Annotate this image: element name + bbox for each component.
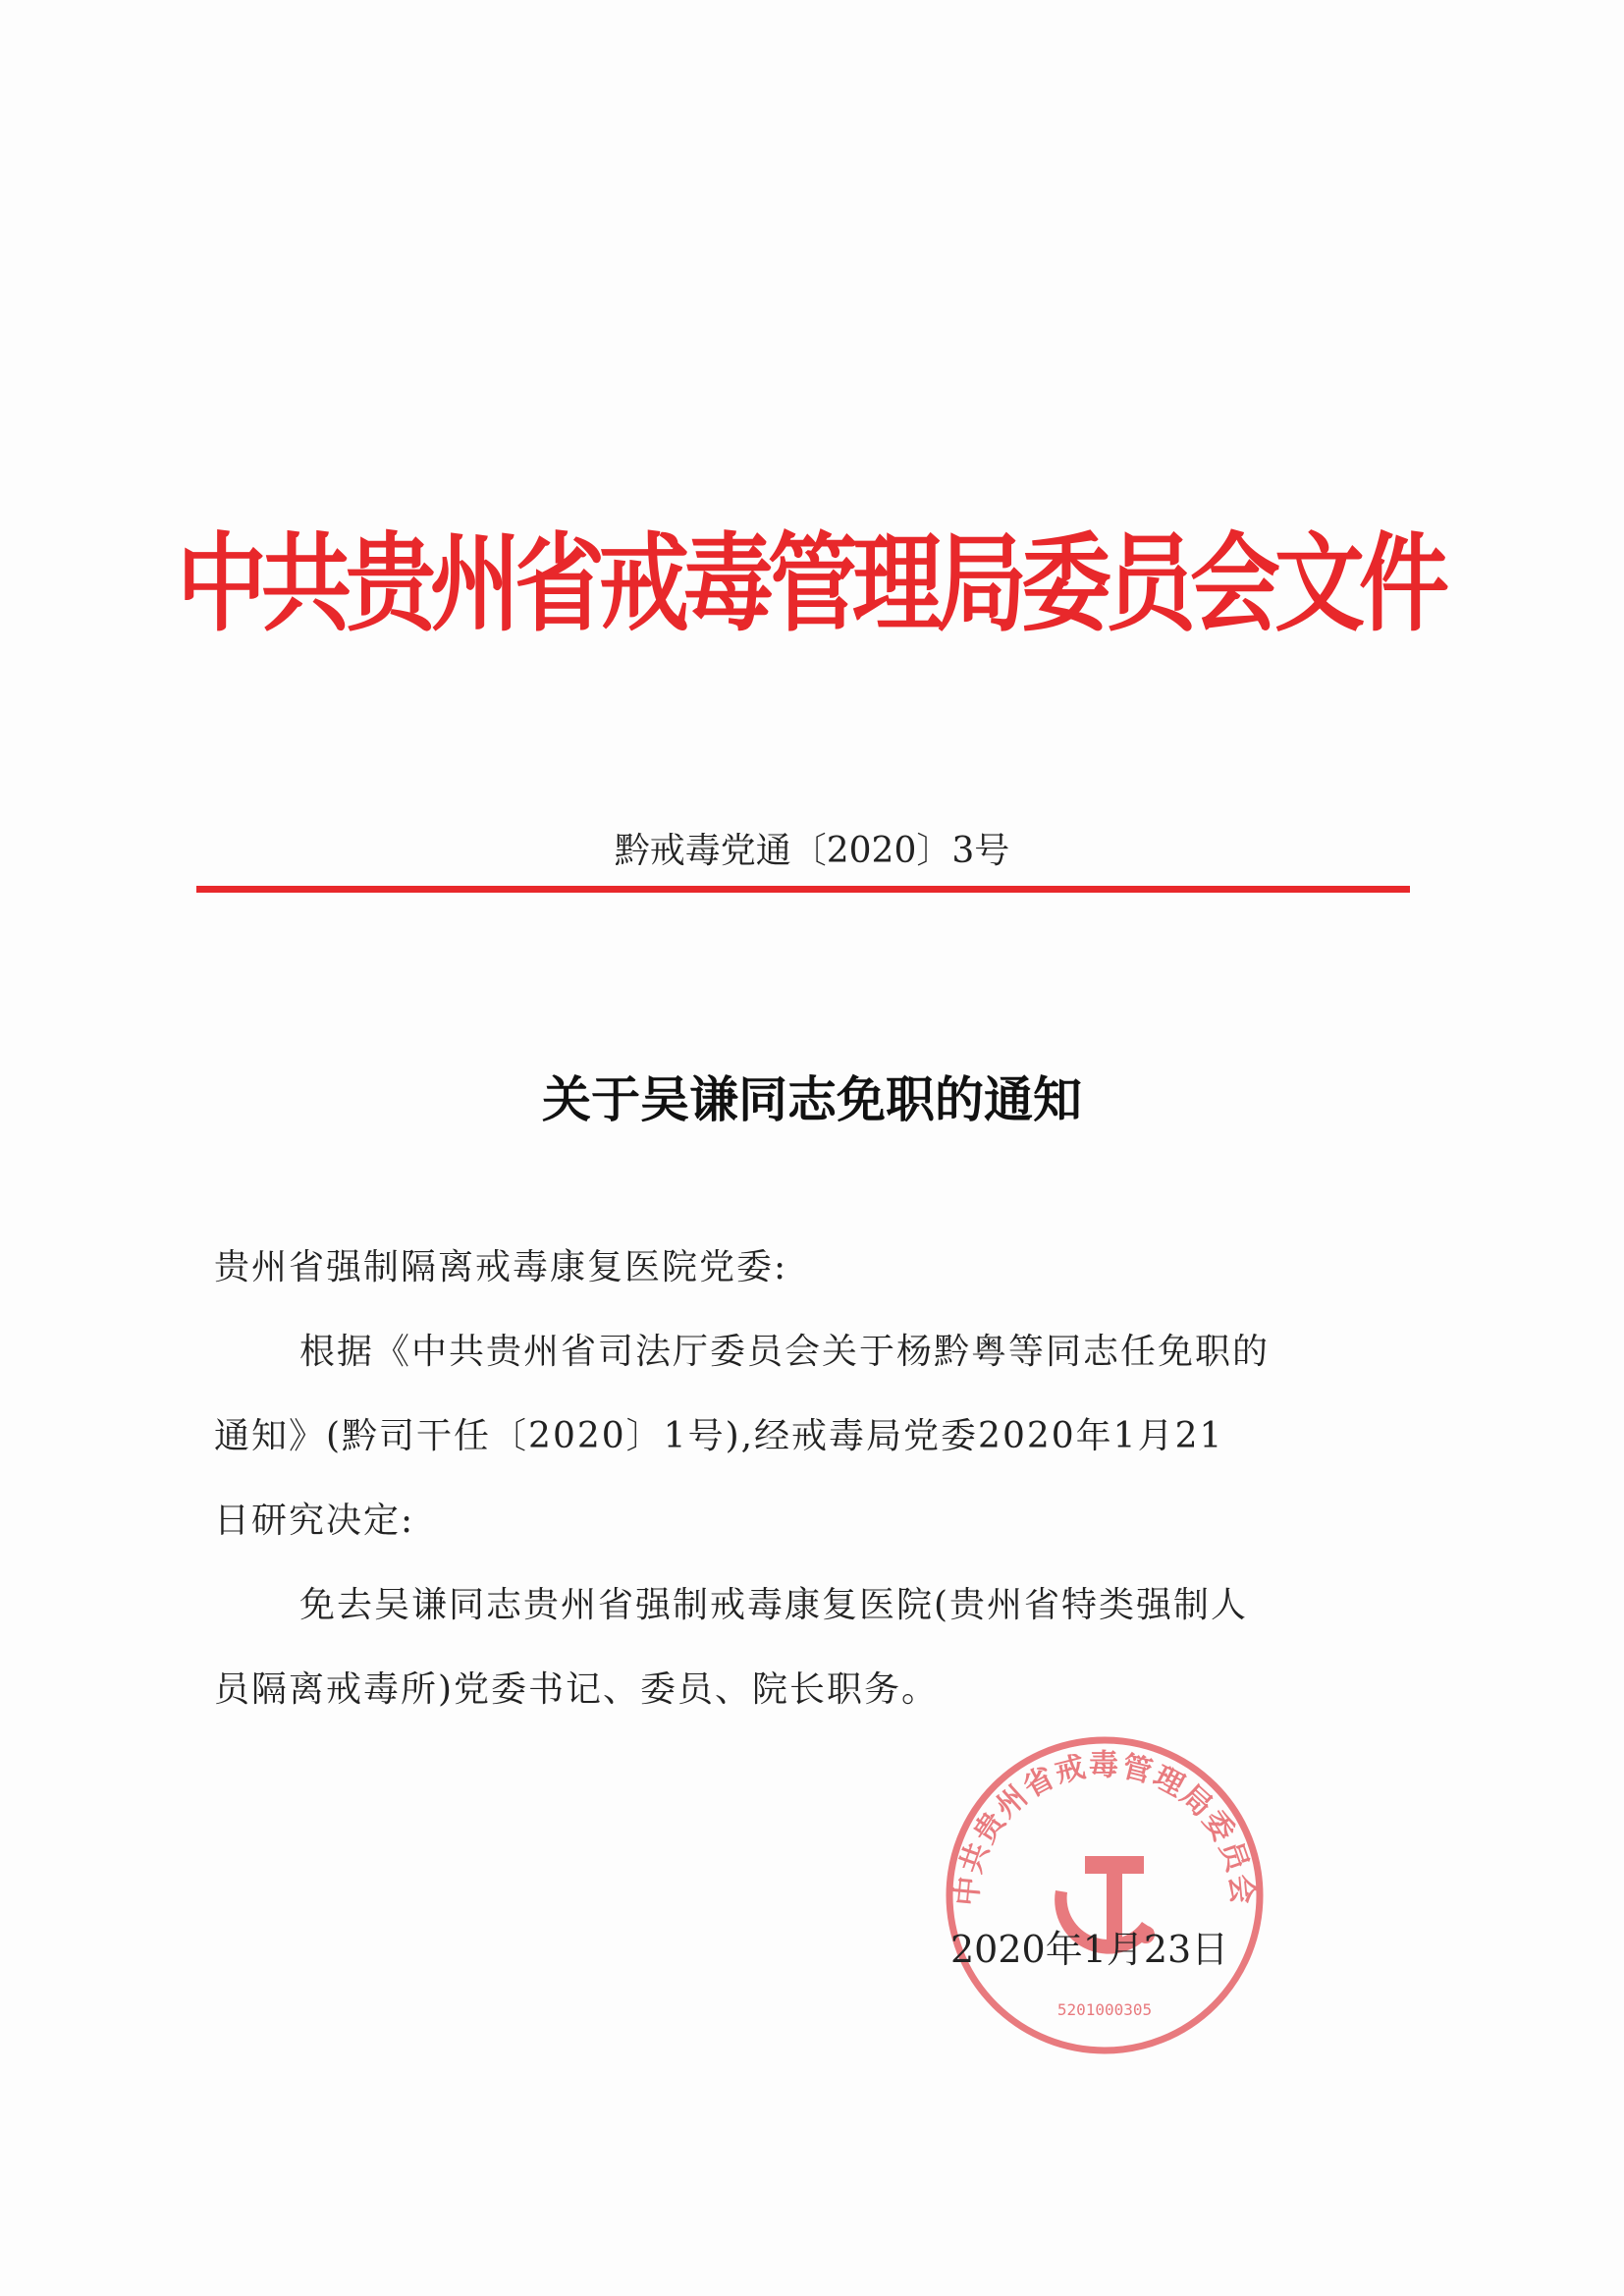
paragraph-1-line-3: 日研究决定:: [214, 1501, 415, 1541]
document-number: 黔戒毒党通〔2020〕3号: [614, 831, 1010, 871]
seal-text: 中共贵州省戒毒管理局委员会: [949, 1748, 1260, 1908]
paragraph-1-line-2: 通知》(黔司干任〔2020〕1号),经戒毒局党委2020年1月21: [214, 1416, 1224, 1456]
document-date: 2020年1月23日: [950, 1928, 1229, 1971]
addressee: 贵州省强制隔离戒毒康复医院党委:: [214, 1247, 788, 1287]
notice-title: 关于吴谦同志免职的通知: [542, 1070, 1082, 1128]
paragraph-2-line-1: 免去吴谦同志贵州省强制戒毒康复医院(贵州省特类强制人: [299, 1585, 1249, 1625]
red-divider-line: [196, 886, 1410, 893]
svg-text:中共贵州省戒毒管理局委员会: [949, 1749, 1260, 1908]
seal-code: 5201000305: [1056, 2000, 1153, 2019]
official-seal-stamp: [938, 1728, 1272, 2062]
paragraph-2-line-2: 员隔离戒毒所)党委书记、委员、院长职务。: [214, 1669, 940, 1710]
paragraph-1-line-1: 根据《中共贵州省司法厅委员会关于杨黔粤等同志任免职的: [299, 1332, 1271, 1372]
document-header-title: 中共贵州省戒毒管理局委员会文件: [177, 520, 1444, 646]
